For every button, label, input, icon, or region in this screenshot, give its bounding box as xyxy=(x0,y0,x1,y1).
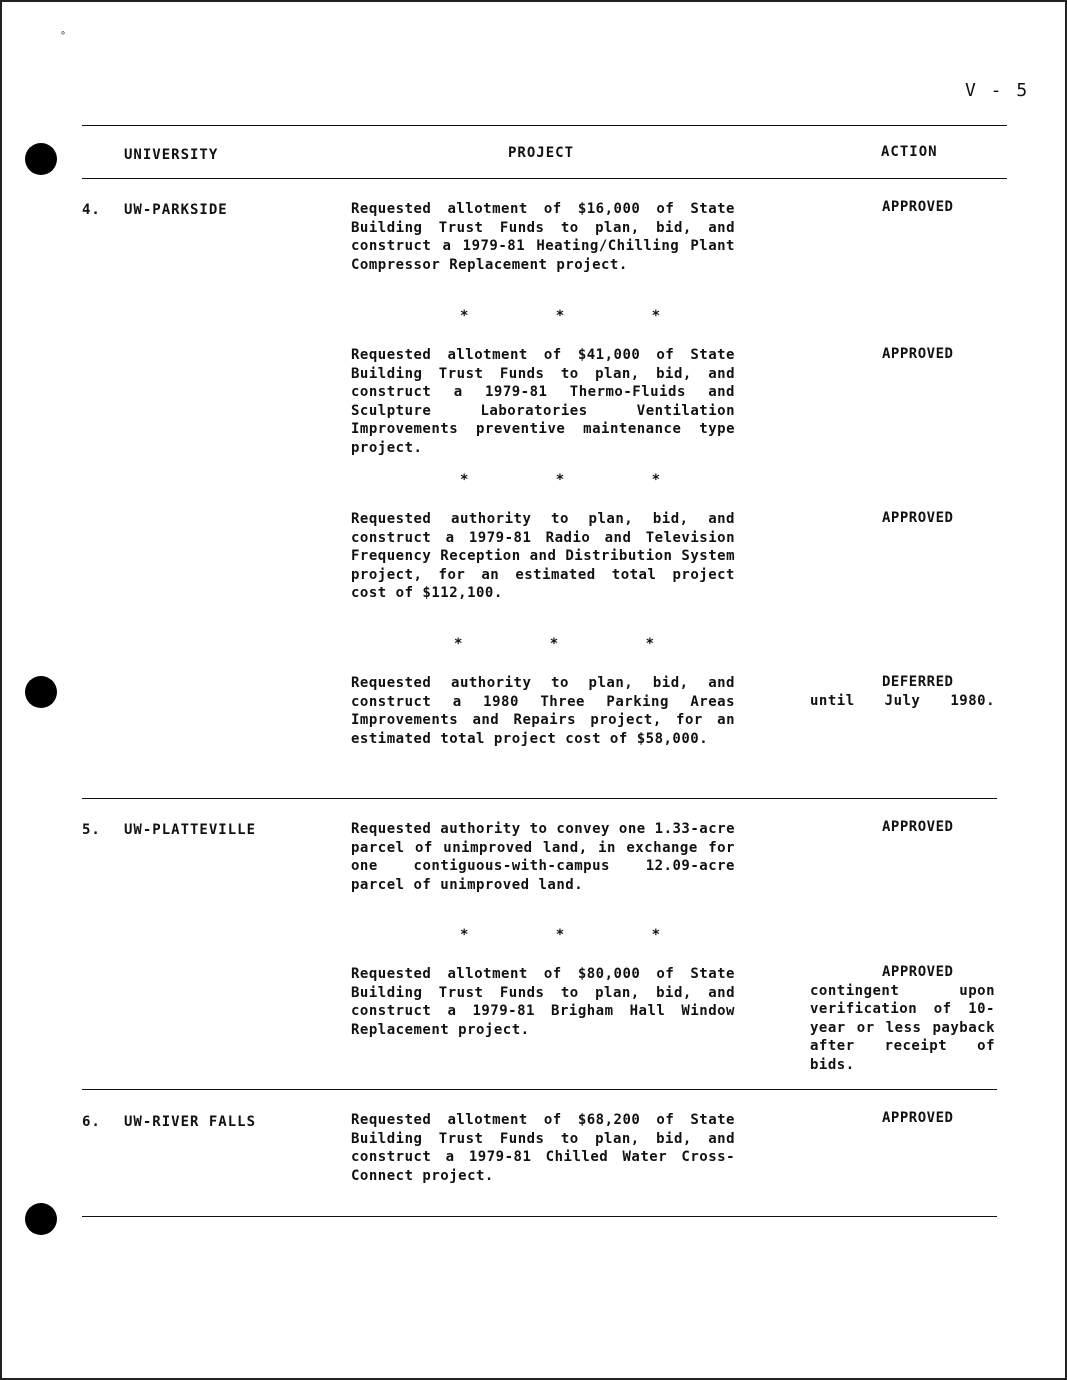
project-description: Requested authority to convey one 1.33-acre parcel of unimproved land, in exchange for one contiguous-with-campus 12.09-acre parcel of unimproved land. xyxy=(351,821,735,893)
item-separator xyxy=(454,636,654,652)
action-status: APPROVED xyxy=(882,1110,954,1126)
section-rule xyxy=(82,1216,997,1217)
action-note: until July 1980. xyxy=(810,692,995,709)
action-status: APPROVED xyxy=(882,346,954,362)
header-top-rule xyxy=(82,125,1007,126)
project-description: Requested authority to plan, bid, and construct a 1979-81 Radio and Television Frequency Reception and Distribution System project, for an estimated total project cost of $112,100. xyxy=(351,511,735,601)
separator-star: * xyxy=(555,308,565,324)
university-name: UW-PLATTEVILLE xyxy=(124,822,257,838)
separator-star: * xyxy=(454,636,463,652)
punch-hole xyxy=(25,676,57,708)
action-entry xyxy=(810,1109,995,1128)
page-number: V - 5 xyxy=(965,80,1030,101)
action-entry xyxy=(810,345,995,364)
separator-star: * xyxy=(549,636,559,652)
section-rule xyxy=(82,798,997,799)
section-rule xyxy=(82,1089,997,1090)
action-status: DEFERRED xyxy=(882,674,954,690)
project-description: Requested allotment of $80,000 of State Building Trust Funds to plan, bid, and construct a 1979-81 Brigham Hall Window Replacement project. xyxy=(351,966,735,1038)
separator-star: * xyxy=(460,472,469,488)
separator-star: * xyxy=(460,308,469,324)
university-name: UW-RIVER FALLS xyxy=(124,1114,257,1130)
project-description: Requested allotment of $16,000 of State Building Trust Funds to plan, bid, and construct a 1979-81 Heating/Chilling Plant Compressor Replacement project. xyxy=(351,201,735,273)
punch-hole xyxy=(25,1203,57,1235)
punch-hole xyxy=(25,143,57,175)
action-entry xyxy=(810,963,995,1074)
action-status: APPROVED xyxy=(882,819,954,835)
section-number: 6. xyxy=(82,1114,101,1130)
section-number: 5. xyxy=(82,822,101,838)
project-description: Requested allotment of $41,000 of State Building Trust Funds to plan, bid, and construct a 1979-81 Thermo-Fluids and Sculpture Laboratories Ventilation Improvements preventive maintenance type project. xyxy=(351,347,735,456)
header-project: PROJECT xyxy=(508,145,575,161)
item-separator xyxy=(460,472,660,488)
header-bottom-rule xyxy=(82,178,1007,179)
separator-star: * xyxy=(460,927,469,943)
project-description: Requested allotment of $68,200 of State Building Trust Funds to plan, bid, and construct a 1979-81 Chilled Water Cross-Connect project. xyxy=(351,1112,735,1184)
action-entry xyxy=(810,818,995,837)
action-entry xyxy=(810,509,995,528)
separator-star: * xyxy=(651,927,660,943)
separator-star: * xyxy=(555,927,565,943)
scan-speck: ∘ xyxy=(60,28,67,39)
university-name: UW-PARKSIDE xyxy=(124,202,228,218)
separator-star: * xyxy=(645,636,654,652)
separator-star: * xyxy=(651,472,660,488)
action-entry xyxy=(810,198,995,217)
header-action: ACTION xyxy=(881,144,938,160)
action-status: APPROVED xyxy=(882,964,954,980)
action-entry xyxy=(810,673,995,710)
action-status: APPROVED xyxy=(882,510,954,526)
separator-star: * xyxy=(555,472,565,488)
project-description: Requested authority to plan, bid, and construct a 1980 Three Parking Areas Improvements and Repairs project, for an estimated total project cost of $58,000. xyxy=(351,675,735,747)
separator-star: * xyxy=(651,308,660,324)
section-number: 4. xyxy=(82,202,101,218)
action-note: contingent upon verification of 10-year or less payback after receipt of bids. xyxy=(810,982,995,1073)
item-separator xyxy=(460,927,660,943)
header-university: UNIVERSITY xyxy=(124,147,219,163)
item-separator xyxy=(460,308,660,324)
action-status: APPROVED xyxy=(882,199,954,215)
